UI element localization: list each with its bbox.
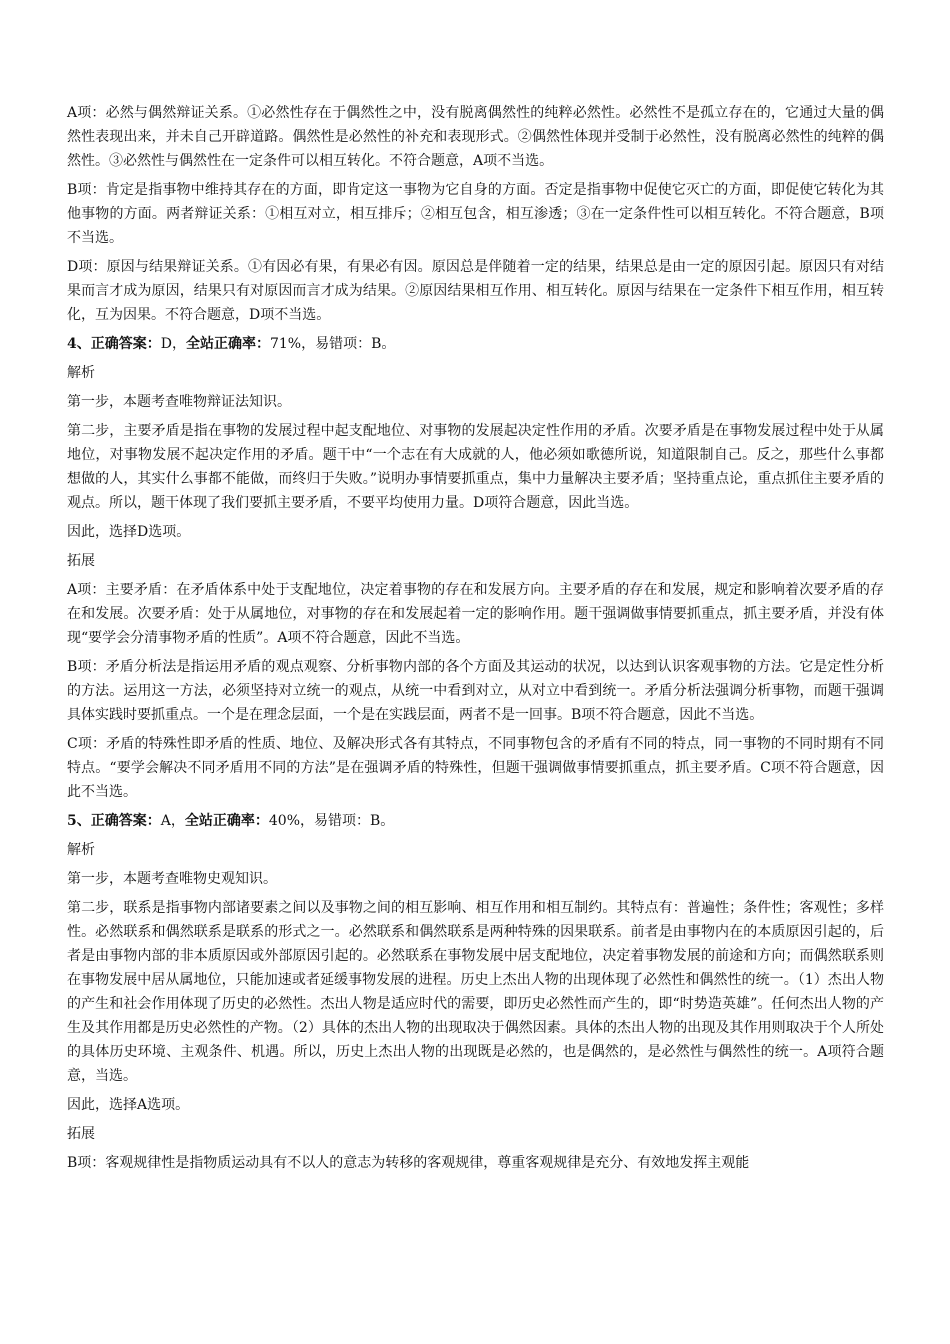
question-number: 4、: [67, 336, 91, 352]
paragraph-step-one: 第一步，本题考查唯物辩证法知识。: [67, 394, 291, 410]
paragraph-step-two: 第二步，主要矛盾是指在事物的发展过程中起支配地位、对事物的发展起决定性作用的矛盾。次要矛盾是在事物发展过程中处于从属地位，对事物发展不起决定作用的矛盾。题干中“一个志在有大成就的人，他必须如歌德所说，知道限制自己。反之，那些什么事都想做的人，其实什么事都不能做，而终归于失败。”说明办事情要抓重点，集中力量解决主要矛盾；坚持重点论，重点抓住主要矛盾的观点。所以，题干体现了我们要抓主要矛盾，不要平均使用力量。D项符合题意，因此当选。: [67, 423, 884, 511]
question-number: 5、: [67, 813, 91, 829]
paragraph-step-two: 第二步，联系是指事物内部诸要素之间以及事物之间的相互影响、相互作用和相互制约。其特点有：普遍性；条件性；客观性；多样性。必然联系和偶然联系是联系的形式之一。必然联系和偶然联系是两种特殊的因果联系。前者是由事物内在的本质原因引起的，后者是由事物内部的非本质原因或外部原因引起的。必然联系在事物发展中居支配地位，决定着事物发展的前途和方向；而偶然联系则在事物发展中居从属地位，只能加速或者延缓事物发展的进程。历史上杰出人物的出现体现了必然性和偶然性的统一。（1）杰出人物的产生和社会作用体现了历史的必然性。杰出人物是适应时代的需要，即历史必然性而产生的，即“时势造英雄”。任何杰出人物的产生及其作用都是历史必然性的产物。（2）具体的杰出人物的出现取决于偶然因素。具体的杰出人物的出现及其作用则取决于个人所处的具体历史环境、主观条件、机遇。所以，历史上杰出人物的出现既是必然的，也是偶然的，是必然性与偶然性的统一。A项符合题意，当选。: [67, 900, 884, 1084]
section-label-analysis: 解析: [67, 365, 95, 381]
paragraph-option-d: D项：原因与结果辩证关系。①有因必有果，有果必有因。原因总是伴随着一定的结果，结果总是由一定的原因引起。原因只有对结果而言才成为原因，结果只有对原因而言才成为结果。②原因结果相互作用、相互转化。原因与结果在一定条件下相互作用，相互转化，互为因果。不符合题意，D项不当选。: [67, 259, 884, 323]
paragraph-conclusion: 因此，选择A选项。: [67, 1097, 190, 1113]
section-label-analysis: 解析: [67, 842, 95, 858]
answer-value: D，: [160, 336, 186, 352]
paragraph-option-b: B项：客观规律性是指物质运动具有不以人的意志为转移的客观规律，尊重客观规律是充分、有效地发挥主观能: [67, 1155, 750, 1171]
rate-label: 全站正确率：: [184, 813, 269, 829]
paragraph-step-one: 第一步，本题考查唯物史观知识。: [67, 871, 277, 887]
question-5-answer-heading: [67, 809, 884, 833]
answer-label: 正确答案：: [90, 813, 161, 829]
answer-value: A，: [160, 813, 185, 829]
paragraph-option-c: C项：矛盾的特殊性即矛盾的性质、地位、及解决形式各有其特点，不同事物包含的矛盾有不同的特点，同一事物的不同时期有不同特点。“要学会解决不同矛盾用不同的方法”是在强调矛盾的特殊性，但题干强调做事情要抓重点，抓主要矛盾。C项不符合题意，因此不当选。: [67, 736, 884, 800]
document-page: [67, 101, 884, 1180]
paragraph-option-a: A项：必然与偶然辩证关系。①必然性存在于偶然性之中，没有脱离偶然性的纯粹必然性。必然性不是孤立存在的，它通过大量的偶然性表现出来，并未自己开辟道路。偶然性是必然性的补充和表现形式。②偶然性体现并受制于必然性，没有脱离必然性的纯粹的偶然性。③必然性与偶然性在一定条件可以相互转化。不符合题意，A项不当选。: [67, 105, 884, 169]
section-label-extension: 拓展: [67, 1126, 95, 1142]
rate-value: 71%，易错项：B。: [269, 336, 396, 352]
paragraph-option-a: A项：主要矛盾：在矛盾体系中处于支配地位，决定着事物的存在和发展方向。主要矛盾的存在和发展，规定和影响着次要矛盾的存在和发展。次要矛盾：处于从属地位，对事物的存在和发展起着一定的影响作用。题干强调做事情要抓重点，抓主要矛盾，并没有体现“要学会分清事物矛盾的性质”。A项不符合题意，因此不当选。: [67, 582, 884, 646]
paragraph-option-b: B项：矛盾分析法是指运用矛盾的观点观察、分析事物内部的各个方面及其运动的状况，以达到认识客观事物的方法。它是定性分析的方法。运用这一方法，必须坚持对立统一的观点，从统一中看到对立，从对立中看到统一。矛盾分析法强调分析事物，而题干强调具体实践时要抓重点。一个是在理念层面，一个是在实践层面，两者不是一回事。B项不符合题意，因此不当选。: [67, 659, 884, 723]
answer-label: 正确答案：: [90, 336, 161, 352]
question-4-answer-heading: [67, 332, 884, 356]
rate-label: 全站正确率：: [185, 336, 270, 352]
paragraph-option-b: B项：肯定是指事物中维持其存在的方面，即肯定这一事物为它自身的方面。否定是指事物中促使它灭亡的方面，即促使它转化为其他事物的方面。两者辩证关系：①相互对立，相互排斥；②相互包含，相互渗透；③在一定条件性可以相互转化。不符合题意，B项不当选。: [67, 182, 884, 246]
paragraph-conclusion: 因此，选择D选项。: [67, 524, 191, 540]
rate-value: 40%，易错项：B。: [268, 813, 395, 829]
section-label-extension: 拓展: [67, 553, 95, 569]
